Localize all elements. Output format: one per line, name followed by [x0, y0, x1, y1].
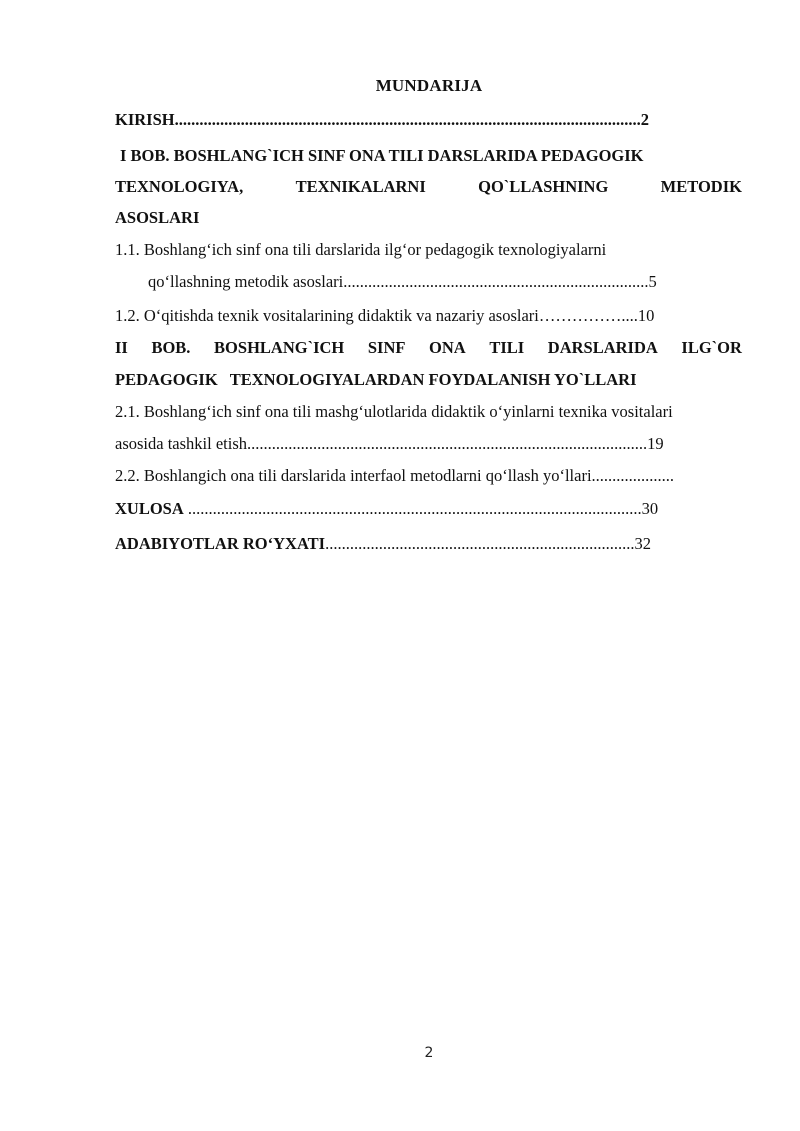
- toc-chapter-1-heading-line2: [115, 176, 742, 198]
- page-number: 2: [424, 1045, 434, 1061]
- heading-word: ONA: [429, 338, 466, 357]
- xulosa-label: XULOSA: [115, 499, 184, 518]
- heading-word: BOSHLANG`ICH: [214, 338, 345, 357]
- heading-word: BOB.: [151, 338, 191, 357]
- xulosa-leader: ..............................................................................................................30: [187, 499, 659, 518]
- heading-word: METODIK: [660, 177, 742, 196]
- heading-word: TEXNIKALARNI: [295, 177, 426, 196]
- toc-entry-2-2: 2.2. Boshlangich ona tili darslarida interfaol metodlarni qo‘llash yo‘llari....................: [115, 466, 675, 485]
- toc-entry-kirish: KIRISH.................................................................................................................2: [115, 110, 649, 129]
- heading-word: QO`LLASHNING: [478, 177, 609, 196]
- heading-word: II: [115, 338, 128, 357]
- heading-word: TEXNOLOGIYA,: [115, 177, 244, 196]
- toc-chapter-2-heading-line1: [115, 337, 742, 359]
- toc-chapter-1-heading-line1: I BOB. BOSHLANG`ICH SINF ONA TILI DARSLARIDA PEDAGOGIK: [120, 146, 644, 165]
- toc-entry-2-1-line2: asosida tashkil etish.................................................................................................19: [115, 434, 664, 453]
- toc-entry-adabiyotlar: [115, 533, 651, 555]
- toc-title: MUNDARIJA: [375, 76, 483, 95]
- adabiyotlar-leader: ...........................................................................32: [325, 534, 651, 553]
- heading-word: SINF: [367, 338, 406, 357]
- toc-chapter-1-heading-line3: ASOSLARI: [115, 208, 200, 227]
- toc-entry-xulosa: [115, 498, 658, 520]
- heading-word: TILI: [489, 338, 525, 357]
- heading-word: ILG`OR: [681, 338, 742, 357]
- toc-entry-1-2: 1.2. O‘qitishda texnik vositalarining didaktik va nazariy asoslari……………....10: [115, 306, 655, 325]
- toc-entry-2-1-line1: 2.1. Boshlang‘ich sinf ona tili mashg‘ulotlarida didaktik o‘yinlarni texnika vositalari: [115, 402, 673, 421]
- toc-entry-1-1-line1: 1.1. Boshlang‘ich sinf ona tili darslarida ilg‘or pedagogik texnologiyalarni: [115, 240, 607, 259]
- toc-entry-1-1-line2: qo‘llashning metodik asoslari..........................................................................5: [148, 272, 657, 291]
- toc-chapter-2-heading-line2: PEDAGOGIK TEXNOLOGIYALARDAN FOYDALANISH YO`LLARI: [115, 370, 637, 389]
- adabiyotlar-label: ADABIYOTLAR RO‘YXATI: [115, 534, 326, 553]
- heading-word: DARSLARIDA: [547, 338, 658, 357]
